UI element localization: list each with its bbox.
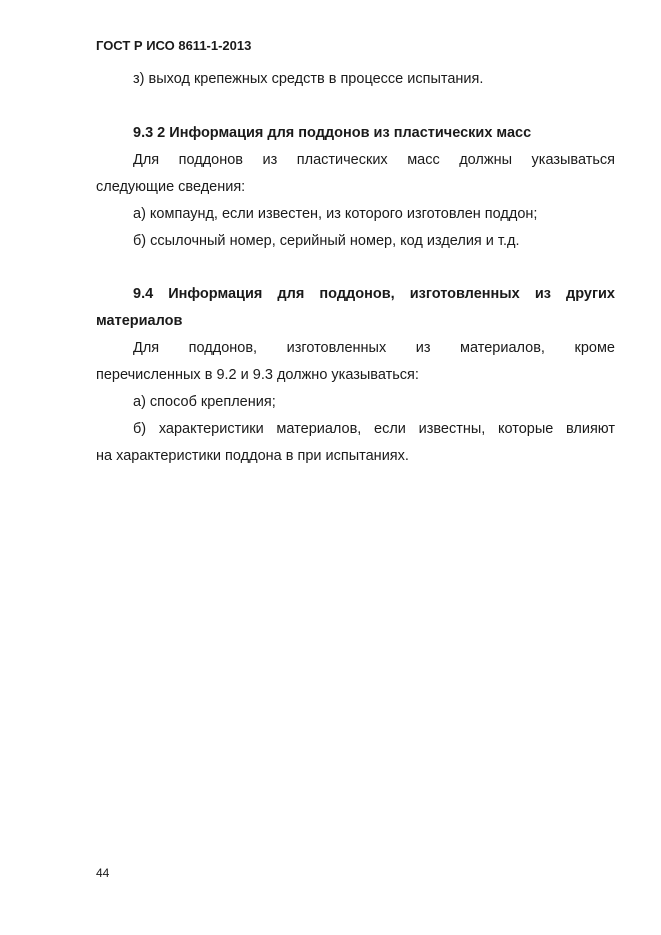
list-item-a-9-4: а) способ крепления;: [133, 394, 276, 410]
section-heading-9-4-line-2: материалов: [96, 313, 183, 329]
list-item-z: з) выход крепежных средств в процессе испытания.: [133, 71, 484, 87]
page-number: 44: [96, 866, 110, 880]
list-item-b-9-4-line-2: на характеристики поддона в при испытаниях.: [96, 448, 409, 464]
list-item-b-9-3-2: б) ссылочный номер, серийный номер, код изделия и т.д.: [133, 233, 520, 249]
paragraph-9-4-line-2: перечисленных в 9.2 и 9.3 должно указываться:: [96, 367, 419, 383]
paragraph-9-4-line-1: Для поддонов, изготовленных из материалов, кроме: [133, 340, 615, 356]
list-item-a-9-3-2: а) компаунд, если известен, из которого изготовлен поддон;: [133, 206, 538, 222]
paragraph-9-3-2-line-2: следующие сведения:: [96, 179, 246, 195]
section-heading-9-3-2: 9.3 2 Информация для поддонов из пластических масс: [133, 125, 532, 141]
section-heading-9-4-line-1: 9.4 Информация для поддонов, изготовленных из других: [133, 286, 615, 302]
list-item-b-9-4-line-1: б) характеристики материалов, если известны, которые влияют: [133, 421, 615, 437]
document-code-header: ГОСТ Р ИСО 8611-1-2013: [96, 38, 252, 53]
paragraph-9-3-2-line-1: Для поддонов из пластических масс должны указываться: [133, 152, 615, 168]
